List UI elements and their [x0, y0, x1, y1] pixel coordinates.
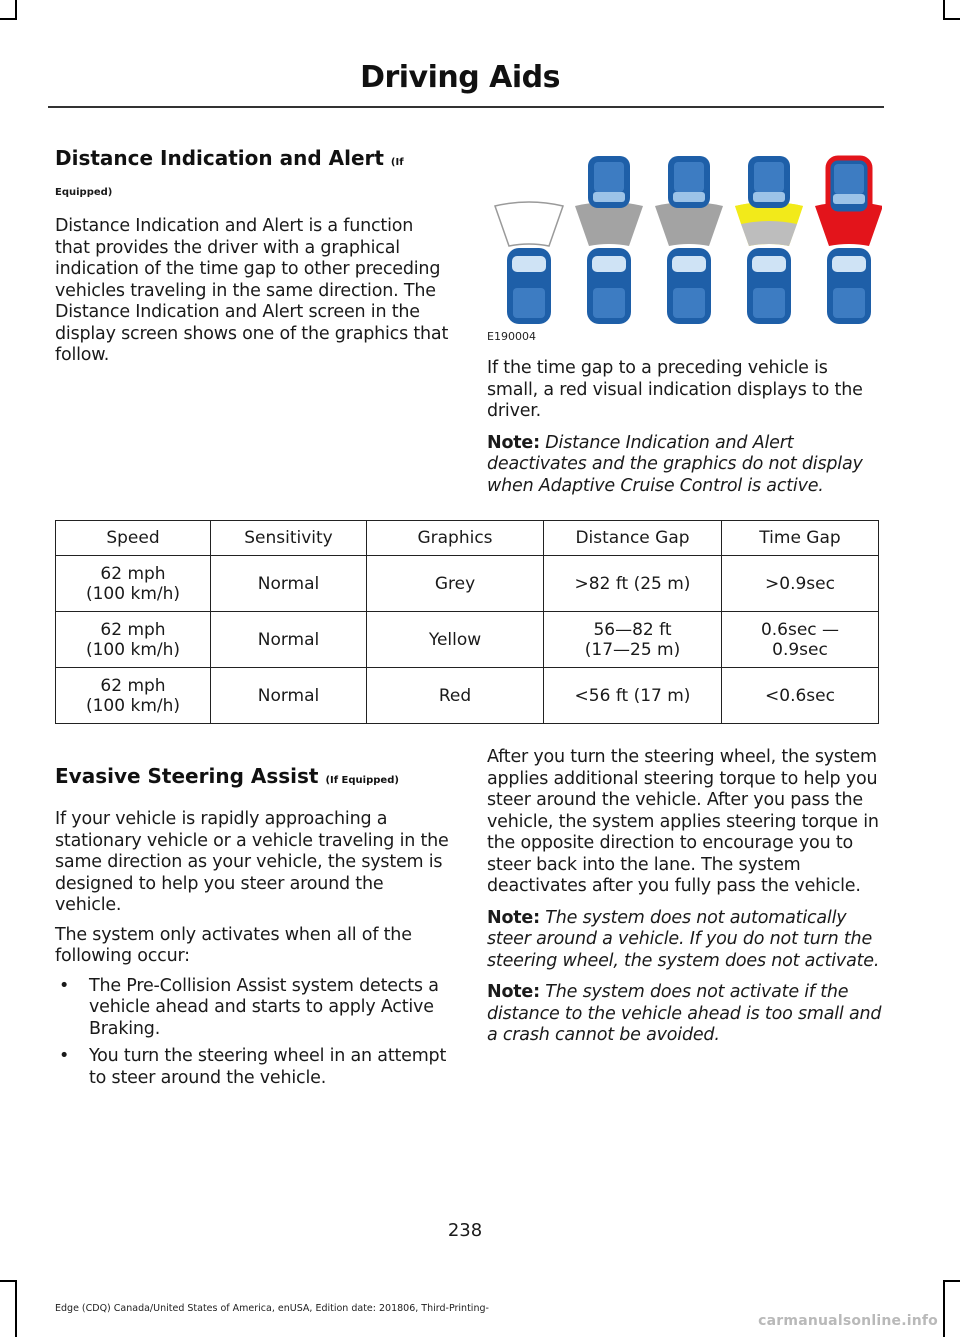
note-label: Note:	[487, 982, 540, 1002]
note-label: Note:	[487, 432, 540, 453]
crop-mark	[943, 18, 960, 20]
windshield-icon	[752, 256, 786, 272]
windshield-icon	[512, 256, 546, 272]
crop-mark	[15, 0, 17, 18]
section-distance-indication	[55, 146, 450, 375]
table-cell: Grey	[367, 556, 544, 612]
column-header-graphics: Graphics	[367, 521, 544, 556]
list-item	[55, 1046, 450, 1089]
windshield-icon	[832, 256, 866, 272]
time-gap-zone	[575, 202, 643, 246]
bullet-icon: •	[59, 975, 70, 996]
rear-window-icon	[673, 192, 705, 202]
crop-mark	[15, 1280, 17, 1337]
footer-edition: Edge (CDQ) Canada/United States of America, enUSA, Edition date: 201806, Third-Printing-	[55, 1303, 489, 1314]
bullet-icon: •	[59, 1046, 70, 1066]
table-cell: Red	[367, 668, 544, 724]
body-paragraph: If your vehicle is rapidly approaching a stationary vehicle or a vehicle traveling in the same direction as your vehicle, the system is designed to help you steer around the vehicle.	[55, 809, 449, 915]
watermark: carmanualsonline.info	[758, 1313, 938, 1329]
preceding-roof-icon	[594, 162, 624, 192]
roof-icon	[513, 288, 545, 318]
table-cell: 62 mph (100 km/h)	[56, 556, 211, 612]
page-number: 238	[447, 1220, 483, 1241]
crop-mark	[943, 0, 945, 18]
section-title	[55, 764, 450, 793]
roof-icon	[833, 288, 865, 318]
list-item-text: You turn the steering wheel in an attempt to steer around the vehicle.	[89, 1046, 447, 1088]
table-cell: 62 mph (100 km/h)	[56, 668, 211, 724]
table-cell: 62 mph (100 km/h)	[56, 612, 211, 668]
rear-window-icon	[593, 192, 625, 202]
body-paragraph: The system only activates when all of the following occur:	[55, 924, 412, 966]
table-cell: <0.6sec	[722, 668, 879, 724]
if-equipped-label: (If	[390, 157, 404, 168]
rear-window-icon	[833, 194, 865, 204]
section-evasive-steering-continued	[487, 747, 882, 1055]
time-gap-zone	[655, 202, 723, 246]
column-header-speed: Speed	[56, 521, 211, 556]
preceding-roof-icon	[834, 164, 864, 194]
crop-mark	[0, 18, 17, 20]
note-text: The system does not activate if the distance to the vehicle ahead is too small and a crash cannot be avoided.	[487, 982, 882, 1045]
page-header-title: Driving Aids	[360, 60, 560, 95]
roof-icon	[753, 288, 785, 318]
rear-window-icon	[753, 192, 785, 202]
intro-paragraph: Distance Indication and Alert is a function that provides the driver with a graphical indication of the time gap to other preceding vehicles traveling in the same direction. The Distance Indication and Alert screen in the display screen shows one of the graphics that follow.	[55, 216, 449, 365]
note-paragraph	[487, 908, 882, 973]
table-cell: Normal	[211, 668, 367, 724]
list-item-text: The Pre-Collision Assist system detects a vehicle ahead and starts to apply Active Braking.	[89, 975, 439, 1039]
table-row	[56, 668, 879, 724]
distance-alert-figure	[487, 150, 882, 345]
note-text: Distance Indication and Alert deactivates and the graphics do not display when Adaptive Cruise Control is active.	[487, 432, 863, 496]
roof-icon	[673, 288, 705, 318]
table-cell: >0.9sec	[722, 556, 879, 612]
section-title-text: Distance Indication and Alert	[55, 146, 384, 170]
table-row	[56, 556, 879, 612]
preceding-roof-icon	[754, 162, 784, 192]
windshield-icon	[592, 256, 626, 272]
crop-mark	[943, 1280, 960, 1282]
table-cell: 56—82 ft (17—25 m)	[544, 612, 722, 668]
table-cell: >82 ft (25 m)	[544, 556, 722, 612]
column-header-sensitivity: Sensitivity	[211, 521, 367, 556]
preceding-roof-icon	[674, 162, 704, 192]
time-gap-zone-far	[741, 221, 797, 246]
note-paragraph	[487, 433, 882, 498]
activation-conditions-list	[55, 976, 450, 1090]
section-title-text: Evasive Steering Assist	[55, 764, 319, 788]
table-cell: <56 ft (17 m)	[544, 668, 722, 724]
list-item	[55, 976, 450, 1041]
table-cell: 0.6sec — 0.9sec	[722, 612, 879, 668]
figure-code: E190004	[487, 330, 536, 343]
column-header-distance-gap: Distance Gap	[544, 521, 722, 556]
table-cell: Normal	[211, 556, 367, 612]
figure-explanation	[487, 358, 882, 505]
section-evasive-steering	[55, 764, 450, 1095]
roof-icon	[593, 288, 625, 318]
crop-mark	[0, 1280, 17, 1282]
if-equipped-label-continued: Equipped)	[55, 187, 113, 198]
table-header-row	[56, 521, 879, 556]
table-row	[56, 612, 879, 668]
if-equipped-label: (If Equipped)	[325, 775, 399, 786]
section-title	[55, 146, 450, 175]
table-cell: Yellow	[367, 612, 544, 668]
red-indication-paragraph: If the time gap to a preceding vehicle is small, a red visual indication displays to the driver.	[487, 358, 863, 421]
header-divider	[48, 106, 884, 108]
note-text: The system does not automatically steer around a vehicle. If you do not turn the steering wheel, the system does not activate.	[487, 907, 880, 971]
distance-gap-table	[55, 520, 879, 724]
body-paragraph: After you turn the steering wheel, the system applies additional steering torque to help you steer around the vehicle. After you pass the vehicle, the system applies steering torque in the opposite direction to encourage you to steer back into the lane. The system deactivates after you fully pass the vehicle.	[487, 747, 879, 896]
table-cell: Normal	[211, 612, 367, 668]
crop-mark	[943, 1280, 945, 1337]
note-label: Note:	[487, 907, 540, 928]
windshield-icon	[672, 256, 706, 272]
distance-graphics-illustration	[487, 150, 882, 330]
column-header-time-gap: Time Gap	[722, 521, 879, 556]
time-gap-zone	[495, 202, 563, 246]
note-paragraph	[487, 982, 882, 1047]
